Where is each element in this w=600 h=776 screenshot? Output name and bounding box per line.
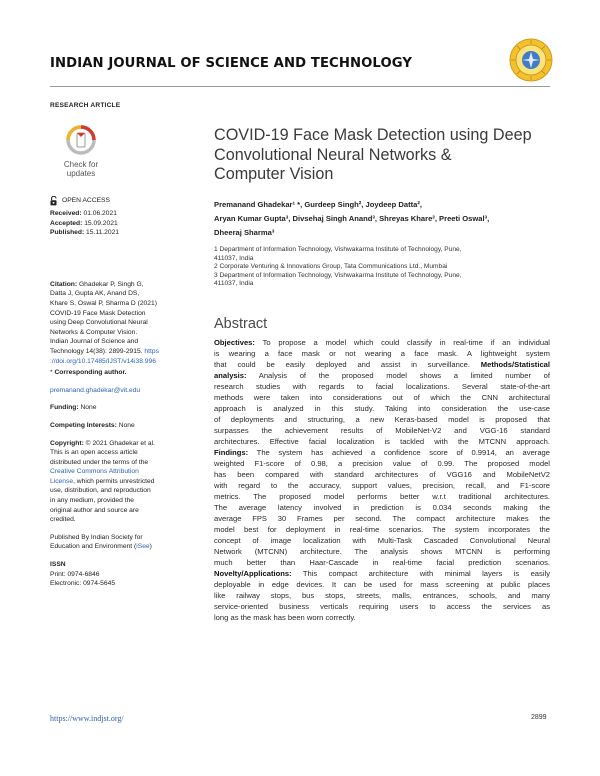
abstract-text: deployable in edge devices. It can be used for mass screening at public places xyxy=(214,580,550,589)
abstract-line xyxy=(214,480,550,491)
open-access-label: OPEN ACCESS xyxy=(62,197,110,205)
open-lock-icon xyxy=(50,196,58,206)
abstract-section-label: analysis: xyxy=(214,371,247,380)
abstract-text: architectures. Effective facial localization is tackled with the MTCNN approach. xyxy=(214,437,550,446)
copyright-label: Copyright: xyxy=(50,439,84,447)
abstract-section-label: Methods/Statistical xyxy=(480,360,550,369)
check-for-updates-badge[interactable] xyxy=(56,125,106,181)
citation-line: Technology 14(38): 2899-2915. xyxy=(50,347,143,355)
article-type-label: RESEARCH ARTICLE xyxy=(50,102,121,109)
citation-label: Citation: xyxy=(50,280,78,288)
citation-line: Ghadekar P, Singh G, xyxy=(77,280,144,288)
corresponding-author-label: * Corresponding author. xyxy=(50,369,127,377)
abstract-line xyxy=(214,381,550,392)
article-info-sidebar xyxy=(50,196,190,589)
author-line: Premanand Ghadekar¹ *, Gurdeep Singh², Joydeep Datta², xyxy=(214,200,423,209)
abstract-text: of deployments and structuring, a new Keras-based model is proposed that xyxy=(214,415,550,424)
abstract-line xyxy=(214,370,550,381)
abstract-section-label: Findings: xyxy=(214,448,249,457)
abstract-line xyxy=(214,502,550,513)
abstract-line xyxy=(214,403,550,414)
abstract-text: research studies with regards to facial localizations. Several state-of-the-art xyxy=(214,382,550,391)
abstract-text: has been compared with standard architectures of VGG16 and MobileNetV2 xyxy=(214,470,550,479)
copyright-line: , which permits unrestricted xyxy=(73,477,155,485)
author-line: Aryan Kumar Gupta³, Divsehaj Singh Anand³, Shreyas Khare³, Preeti Oswal³, xyxy=(214,214,490,224)
affiliation-line: 1 Department of Information Technology, Vishwakarma Institute of Technology, Pune, xyxy=(214,246,462,253)
accepted-date: Accepted: 15.09.2021 xyxy=(50,219,118,227)
cc-license-link[interactable]: Creative Commons Attribution xyxy=(50,468,139,476)
abstract-text: The system has achieved a confidence score of 0.9914, an average xyxy=(248,448,550,457)
abstract-text: To propose a model which could classify in real-time if an individual xyxy=(254,338,550,347)
publisher-info: Published By Indian Society for Education and Environment (iSee) xyxy=(50,533,152,551)
abstract-line xyxy=(214,458,550,469)
page-number: 2899 xyxy=(531,714,547,721)
abstract-section-label: Objectives: xyxy=(214,338,255,347)
abstract-line xyxy=(214,546,550,557)
issn-info: ISSN Print: 0974-6846 Electronic: 0974-5645 xyxy=(50,561,116,588)
doi-link[interactable]: ://doi.org/10.17485/IJST/v14i38.996 xyxy=(50,357,156,365)
citation-line: Indian Journal of Science and xyxy=(50,338,139,346)
affiliation-line: 411037, India xyxy=(214,254,254,262)
citation-line: Networks & Computer Vision. xyxy=(50,328,138,336)
copyright-line: This is an open access article xyxy=(50,449,138,457)
author-list xyxy=(214,198,550,241)
abstract-line xyxy=(214,557,550,568)
copyright-line: original author and source are xyxy=(50,506,139,514)
abstract-line xyxy=(214,579,550,590)
copyright-line: distributed under the terms of the xyxy=(50,458,149,466)
copyright-block xyxy=(50,439,190,525)
copyright-line: credited. xyxy=(50,516,76,524)
corresponding-email-link[interactable]: premanand.ghadekar@vit.edu xyxy=(50,386,141,394)
abstract-text: with regard to the accuracy, support values, precision, recall, and F1-score xyxy=(214,481,550,490)
copyright-line: use, distribution, and reproduction xyxy=(50,487,151,495)
received-date: Received: 01.06.2021 xyxy=(50,210,117,217)
abstract-line xyxy=(214,535,550,546)
article-title: COVID-19 Face Mask Detection using Deep Convolutional Neural Networks & Computer Vision xyxy=(214,126,532,184)
published-date: Published: 15.11.2021 xyxy=(50,229,120,237)
abstract-line xyxy=(214,568,550,579)
abstract-line xyxy=(214,392,550,403)
abstract-line xyxy=(214,447,550,458)
abstract-line xyxy=(214,601,550,612)
abstract-text: service-oriented business verticals requiring users to access the services as xyxy=(214,602,550,611)
cc-license-link[interactable]: License xyxy=(50,477,74,485)
abstract-line xyxy=(214,469,550,480)
abstract-text: concept of image localization with Multi-Task Cascaded Convolutional Neural xyxy=(214,536,550,545)
abstract-text: much better than Haar-Cascade in real-time facial prediction scenarios. xyxy=(214,558,550,567)
abstract-line xyxy=(214,348,550,359)
abstract-line xyxy=(214,590,550,601)
abstract-line xyxy=(214,491,550,502)
abstract-line xyxy=(214,612,550,623)
abstract-text: long as the mask has been worn correctly. xyxy=(214,613,356,622)
abstract-line xyxy=(214,513,550,524)
copyright-line: © 2021 Ghadekar et al. xyxy=(83,439,155,447)
affiliations xyxy=(214,246,550,289)
journal-url-link[interactable]: https://www.indjst.org/ xyxy=(50,714,124,723)
citation-line: Datta J, Gupta AK, Anand DS, xyxy=(50,290,140,298)
abstract-line xyxy=(214,337,550,348)
abstract-text: Network (MTCNN) architecture. The analysis shows MTCNN is performing xyxy=(214,547,550,556)
abstract-text: approach is analyzed in this study. Taking into consideration the use-case xyxy=(214,404,550,413)
abstract-text: surpasses the achievement results of MobileNet-V2 and VGG-16 standard xyxy=(214,426,550,435)
abstract-line xyxy=(214,425,550,436)
abstract-line xyxy=(214,436,550,447)
citation-block xyxy=(50,280,190,366)
journal-title: INDIAN JOURNAL OF SCIENCE AND TECHNOLOGY xyxy=(50,56,413,71)
abstract-heading: Abstract xyxy=(214,316,268,332)
header-divider xyxy=(50,86,550,87)
abstract-section-label: Novelty/Applications: xyxy=(214,569,292,578)
isee-link[interactable]: iSee xyxy=(136,543,150,551)
citation-line: Khare S, Oswal P, Sharma D (2021) xyxy=(50,299,157,307)
affiliation-line: 3 Department of Information Technology, Vishwakarma Institute of Technology, Pune, xyxy=(214,271,462,279)
abstract-text: model best for deployment in real-time scenarios. The system incorporates the xyxy=(214,525,550,534)
affiliation-line: 2 Corporate Venturing & Innovations Group, Tata Communications Ltd., Mumbai xyxy=(214,263,448,271)
abstract-line xyxy=(214,414,550,425)
check-for-updates-line-1: Check for xyxy=(63,160,99,169)
doi-link-start[interactable]: https xyxy=(142,347,159,355)
open-access-badge xyxy=(50,196,190,206)
abstract-text: weighted F1-score of 0.98, a precision value of 0.99. The proposed model xyxy=(214,459,550,468)
author-line: Dheeraj Sharma³ xyxy=(214,228,275,238)
abstract-body xyxy=(214,337,550,623)
citation-line: COVID-19 Face Mask Detection xyxy=(50,309,146,317)
copyright-line: in any medium, provided the xyxy=(50,497,135,505)
abstract-text: metrics. The proposed model performs better w.r.t traditional architectures. xyxy=(214,492,550,501)
abstract-line xyxy=(214,359,550,370)
abstract-text: The average latency involved in prediction is 0.034 seconds making the xyxy=(214,503,550,512)
abstract-line xyxy=(214,524,550,535)
abstract-text: like railway stops, bus stops, streets, malls, entrances, schools, and many xyxy=(214,591,550,600)
abstract-text: is wearing a face mask or not wearing a face mask. A lightweight system xyxy=(214,349,550,358)
affiliation-line: 411037, India xyxy=(214,280,254,288)
check-for-updates-line-2: updates xyxy=(66,169,96,178)
citation-line: using Deep Convolutional Neural xyxy=(50,319,148,327)
abstract-text: average FPS 30 Frames per second. The compact architecture makes the xyxy=(214,514,550,523)
competing-interests-info: Competing Interests: None xyxy=(50,421,135,429)
abstract-text: methods were taken into considerations out of which the CNN architectural xyxy=(214,393,550,402)
journal-seal-logo xyxy=(509,38,553,82)
crossmark-icon xyxy=(66,125,96,155)
abstract-text: This compact architecture with minimal layers is easily xyxy=(291,569,550,578)
abstract-text: Analysis of the proposed model shows a limited number of xyxy=(246,371,550,380)
abstract-text: that could be easily deployed and assist in surveillance. xyxy=(214,360,481,369)
funding-info: Funding: None xyxy=(50,404,97,412)
